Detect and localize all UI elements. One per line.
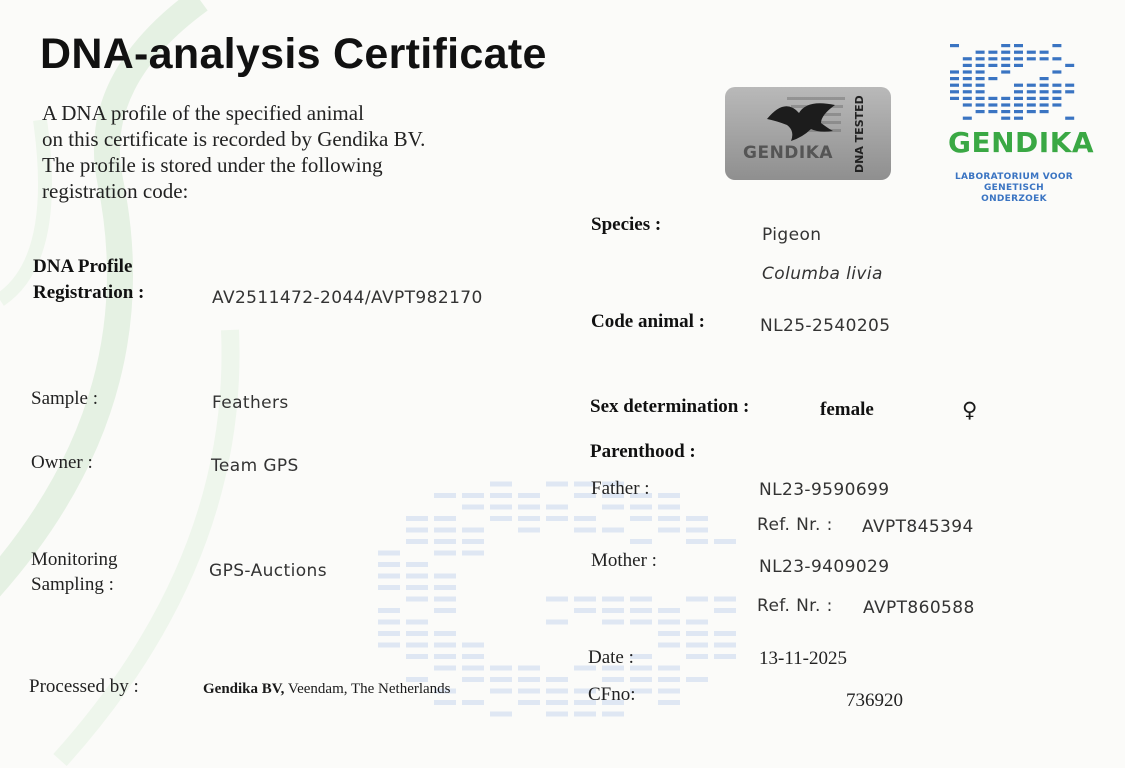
intro-line: A DNA profile of the specified animal — [42, 101, 364, 125]
watermark-dash — [988, 97, 997, 100]
watermark-dash — [378, 643, 400, 648]
watermark-dash — [490, 677, 512, 682]
watermark-dash — [546, 677, 568, 682]
watermark-dash — [490, 666, 512, 671]
watermark-dash — [1027, 57, 1036, 60]
watermark-dash — [1040, 57, 1049, 60]
mother-value: NL23-9409029 — [759, 557, 890, 577]
watermark-dash — [988, 103, 997, 106]
watermark-dash — [950, 97, 959, 100]
watermark-dash — [976, 103, 985, 106]
cfno-label: CFno: — [588, 684, 636, 705]
watermark-dash — [714, 539, 736, 544]
watermark-dash — [1001, 64, 1010, 67]
watermark-dash — [976, 51, 985, 54]
watermark-dash — [1040, 103, 1049, 106]
father-ref-value: AVPT845394 — [862, 517, 974, 537]
watermark-dash — [434, 654, 456, 659]
watermark-dash — [462, 666, 484, 671]
watermark-dash — [434, 700, 456, 705]
watermark-dash — [963, 77, 972, 80]
certificate-title: DNA-analysis Certificate — [40, 30, 547, 78]
watermark-dash — [1052, 103, 1061, 106]
watermark-dash — [546, 516, 568, 521]
watermark-dash — [686, 528, 708, 533]
watermark-dash — [950, 90, 959, 93]
seal-brand: GENDIKA — [743, 143, 834, 163]
watermark-dash — [686, 516, 708, 521]
mother-ref-label: Ref. Nr. : — [757, 596, 833, 616]
watermark-dash — [714, 643, 736, 648]
watermark-dash — [686, 631, 708, 636]
sex-label: Sex determination : — [590, 396, 750, 417]
watermark-dash — [950, 77, 959, 80]
watermark-dash — [546, 597, 568, 602]
watermark-dash — [1014, 110, 1023, 113]
watermark-dash — [988, 110, 997, 113]
watermark-dash — [988, 77, 997, 80]
processed-location: Veendam, The Netherlands — [287, 681, 451, 697]
watermark-dash — [434, 528, 456, 533]
watermark-dash — [574, 608, 596, 613]
monitoring-label: Sampling : — [31, 574, 114, 595]
watermark-dash — [1052, 70, 1061, 73]
logo-subtitle-line: LABORATORIUM VOOR — [954, 172, 1073, 182]
code-animal-label: Code animal : — [591, 311, 705, 332]
watermark-dash — [490, 712, 512, 717]
mother-ref-value: AVPT860588 — [863, 598, 975, 618]
father-label: Father : — [591, 478, 650, 499]
watermark-dash — [602, 712, 624, 717]
watermark-dash — [518, 505, 540, 510]
watermark-dash — [1014, 44, 1023, 47]
species-common: Pigeon — [762, 225, 822, 245]
watermark-dash — [1014, 51, 1023, 54]
watermark-dash — [963, 97, 972, 100]
watermark-dash — [546, 700, 568, 705]
intro-text — [42, 100, 425, 204]
watermark-dash — [434, 597, 456, 602]
gendika-logo-subtitle — [950, 172, 1078, 205]
watermark-dash — [963, 70, 972, 73]
mother-label: Mother : — [591, 550, 657, 571]
watermark-dash — [658, 608, 680, 613]
watermark-dash — [434, 539, 456, 544]
watermark-dash — [1040, 84, 1049, 87]
watermark-dash — [462, 654, 484, 659]
watermark-dash — [686, 539, 708, 544]
watermark-dash — [658, 620, 680, 625]
watermark-dash — [1001, 110, 1010, 113]
watermark-dash — [462, 505, 484, 510]
watermark-dash — [1040, 97, 1049, 100]
watermark-dash — [434, 666, 456, 671]
watermark-dash — [658, 700, 680, 705]
watermark-dash — [546, 505, 568, 510]
watermark-dash — [406, 562, 428, 567]
watermark-dash — [602, 677, 624, 682]
watermark-dash — [950, 84, 959, 87]
watermark-dash — [546, 482, 568, 487]
watermark-dash — [714, 597, 736, 602]
watermark-dash — [976, 70, 985, 73]
father-ref-label: Ref. Nr. : — [757, 515, 833, 535]
watermark-dash — [1065, 117, 1074, 120]
watermark-dash — [630, 516, 652, 521]
watermark-dash — [518, 493, 540, 498]
watermark-dash — [1027, 97, 1036, 100]
watermark-dash — [1052, 97, 1061, 100]
watermark-dash — [686, 597, 708, 602]
watermark-dash — [1027, 90, 1036, 93]
watermark-dash — [574, 597, 596, 602]
watermark-dash — [1027, 110, 1036, 113]
monitoring-label: Monitoring — [31, 549, 118, 570]
watermark-dash — [658, 689, 680, 694]
watermark-dash — [434, 551, 456, 556]
watermark-dash — [976, 64, 985, 67]
watermark-dash — [462, 528, 484, 533]
watermark-dash — [950, 44, 959, 47]
watermark-dash — [1027, 84, 1036, 87]
watermark-dash — [462, 551, 484, 556]
watermark-dash — [658, 666, 680, 671]
date-value: 13-11-2025 — [759, 648, 847, 669]
watermark-dash — [406, 539, 428, 544]
cfno-value: 736920 — [846, 690, 903, 711]
watermark-dash — [378, 551, 400, 556]
watermark-dash — [434, 643, 456, 648]
registration-value: AV2511472-2044/AVPT982170 — [212, 288, 483, 308]
watermark-dash — [1027, 51, 1036, 54]
watermark-dash — [686, 654, 708, 659]
gendika-logo-name: GENDIKA — [948, 126, 1095, 159]
watermark-dash — [658, 677, 680, 682]
watermark-dash — [490, 505, 512, 510]
watermark-dash — [602, 620, 624, 625]
watermark-dash — [434, 631, 456, 636]
watermark-dash — [1040, 90, 1049, 93]
watermark-dash — [434, 608, 456, 613]
watermark-dash — [518, 528, 540, 533]
sample-label: Sample : — [31, 388, 99, 409]
watermark-dash — [630, 677, 652, 682]
watermark-dash — [1052, 44, 1061, 47]
sample-value: Feathers — [212, 393, 289, 413]
watermark-dash — [1014, 57, 1023, 60]
watermark-dash — [378, 574, 400, 579]
intro-line: The profile is stored under the following — [42, 153, 383, 177]
watermark-dash — [976, 84, 985, 87]
watermark-dash — [658, 528, 680, 533]
watermark-dash — [574, 516, 596, 521]
watermark-dash — [714, 631, 736, 636]
watermark-dash — [630, 608, 652, 613]
watermark-dash — [714, 608, 736, 613]
watermark-dash — [462, 539, 484, 544]
female-symbol-icon: ♀ — [962, 398, 978, 422]
dna-tested-seal — [725, 87, 891, 180]
watermark-dash — [406, 528, 428, 533]
watermark-dash — [434, 585, 456, 590]
watermark-dash — [1001, 70, 1010, 73]
watermark-dash — [1001, 57, 1010, 60]
watermark-dash — [963, 117, 972, 120]
watermark-dash — [434, 493, 456, 498]
watermark-dash — [1027, 103, 1036, 106]
watermark-dash — [630, 505, 652, 510]
watermark-dash — [490, 689, 512, 694]
watermark-dash — [406, 516, 428, 521]
monitoring-value: GPS-Auctions — [209, 561, 327, 581]
watermark-dash — [988, 51, 997, 54]
watermark-dash — [406, 643, 428, 648]
watermark-dash — [406, 654, 428, 659]
watermark-dash — [976, 110, 985, 113]
logo-subtitle-line: GENETISCH ONDERZOEK — [981, 183, 1047, 204]
watermark-dash — [1001, 117, 1010, 120]
watermark-dash — [1014, 117, 1023, 120]
watermark-dash — [546, 689, 568, 694]
watermark-dash — [378, 562, 400, 567]
watermark-dash — [658, 505, 680, 510]
watermark-dash — [1052, 84, 1061, 87]
watermark-dash — [406, 585, 428, 590]
watermark-dash — [1052, 90, 1061, 93]
watermark-dash — [976, 57, 985, 60]
watermark-dash — [1040, 110, 1049, 113]
seal-badge: DNA TESTED — [853, 95, 866, 173]
watermark-dash — [434, 574, 456, 579]
watermark-dash — [490, 482, 512, 487]
watermark-dash — [406, 574, 428, 579]
watermark-dash — [630, 620, 652, 625]
watermark-dash — [602, 505, 624, 510]
watermark-dash — [1065, 90, 1074, 93]
watermark-dash — [976, 77, 985, 80]
watermark-dash — [546, 712, 568, 717]
watermark-dash — [462, 643, 484, 648]
intro-line: on this certificate is recorded by Gendika BV. — [42, 127, 426, 151]
watermark-dash — [602, 597, 624, 602]
watermark-dash — [602, 528, 624, 533]
watermark-dash — [1014, 64, 1023, 67]
watermark-dash — [1052, 57, 1061, 60]
sex-value: female — [820, 399, 874, 420]
watermark-dash — [658, 516, 680, 521]
watermark-dash — [686, 643, 708, 648]
watermark-dash — [1001, 97, 1010, 100]
watermark-dash — [686, 677, 708, 682]
watermark-dash — [1065, 84, 1074, 87]
watermark-dash — [950, 70, 959, 73]
watermark-dash — [963, 90, 972, 93]
watermark-dash — [462, 493, 484, 498]
watermark-dash — [658, 493, 680, 498]
species-label: Species : — [591, 214, 662, 235]
watermark-dash — [574, 528, 596, 533]
watermark-dash — [518, 677, 540, 682]
watermark-dash — [434, 516, 456, 521]
watermark-dash — [976, 90, 985, 93]
watermark-dash — [406, 597, 428, 602]
watermark-dash — [1001, 44, 1010, 47]
watermark-dash — [1065, 64, 1074, 67]
watermark-dash — [976, 97, 985, 100]
watermark-dash — [546, 620, 568, 625]
watermark-dash — [1040, 51, 1049, 54]
watermark-dash — [988, 57, 997, 60]
species-latin: Columba livia — [762, 264, 883, 284]
watermark-dash — [378, 631, 400, 636]
watermark-dash — [518, 666, 540, 671]
watermark-dash — [630, 597, 652, 602]
date-label: Date : — [588, 647, 634, 668]
watermark-dash — [518, 689, 540, 694]
watermark-dash — [963, 57, 972, 60]
watermark-dash — [1014, 90, 1023, 93]
watermark-dash — [518, 516, 540, 521]
father-value: NL23-9590699 — [759, 480, 890, 500]
watermark-dash — [963, 84, 972, 87]
watermark-dash — [462, 677, 484, 682]
watermark-dash — [406, 620, 428, 625]
watermark-dash — [378, 585, 400, 590]
registration-label: DNA Profile — [33, 256, 133, 277]
parenthood-label: Parenthood : — [590, 441, 696, 462]
watermark-dash — [378, 608, 400, 613]
processed-label: Processed by : — [29, 676, 139, 697]
watermark-dash — [602, 608, 624, 613]
watermark-dash — [686, 620, 708, 625]
owner-value: Team GPS — [211, 456, 299, 476]
watermark-dash — [1014, 84, 1023, 87]
watermark-dash — [490, 516, 512, 521]
watermark-dash — [1014, 97, 1023, 100]
watermark-dash — [490, 493, 512, 498]
code-animal-value: NL25-2540205 — [760, 316, 891, 336]
intro-line: registration code: — [42, 179, 189, 203]
watermark-dash — [406, 631, 428, 636]
processed-value — [203, 681, 451, 698]
gendika-logo-icon — [950, 44, 1078, 124]
watermark-dash — [1001, 51, 1010, 54]
watermark-dash — [988, 64, 997, 67]
owner-label: Owner : — [31, 452, 93, 473]
watermark-dash — [658, 631, 680, 636]
watermark-dash — [574, 712, 596, 717]
processed-name: Gendika BV, — [203, 681, 285, 697]
watermark-dash — [714, 654, 736, 659]
watermark-dash — [378, 620, 400, 625]
watermark-dash — [963, 64, 972, 67]
watermark-dash — [963, 103, 972, 106]
watermark-dash — [1014, 103, 1023, 106]
watermark-dash — [658, 643, 680, 648]
watermark-dash — [462, 700, 484, 705]
watermark-dash — [1001, 103, 1010, 106]
watermark-dash — [630, 539, 652, 544]
registration-label: Registration : — [33, 282, 145, 303]
watermark-dash — [518, 700, 540, 705]
watermark-dash — [1040, 77, 1049, 80]
